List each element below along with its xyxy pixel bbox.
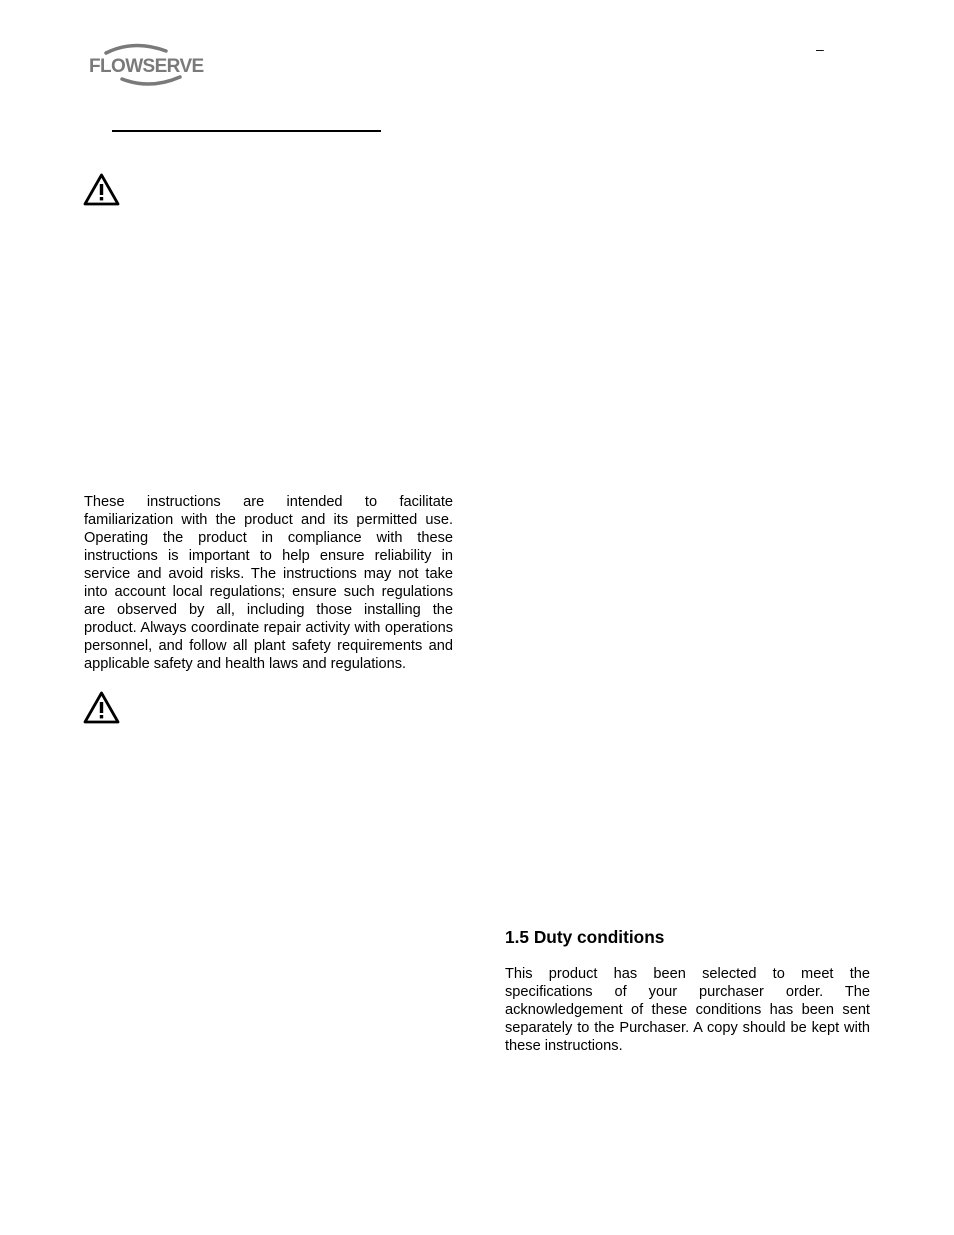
logo-wordmark: FLOWSERVE bbox=[89, 56, 204, 77]
warning-triangle-icon bbox=[83, 173, 120, 206]
title-underline bbox=[112, 130, 381, 132]
header-dash: – bbox=[816, 41, 824, 57]
duty-conditions-paragraph: This product has been selected to meet the specifications of your purchaser order. The acknowledgement of these conditions has been sent separately to the Purchaser. A copy should be kept with these instructions. bbox=[505, 966, 870, 1054]
warning-triangle-icon bbox=[83, 691, 120, 724]
flowserve-logo bbox=[88, 42, 206, 88]
duty-conditions-heading: 1.5 Duty conditions bbox=[505, 927, 665, 947]
intro-paragraph: These instructions are intended to facilitate familiarization with the product and its permitted use. Operating the product in compliance with these instructions is important to help ensure reliability in service and avoid risks. The instructions may not take into account local regulations; ensure such regulations are observed by all, including those installing the product. Always coordinate repair activity with operations personnel, and follow all plant safety requirements and applicable safety and health laws and regulations. bbox=[84, 494, 453, 672]
